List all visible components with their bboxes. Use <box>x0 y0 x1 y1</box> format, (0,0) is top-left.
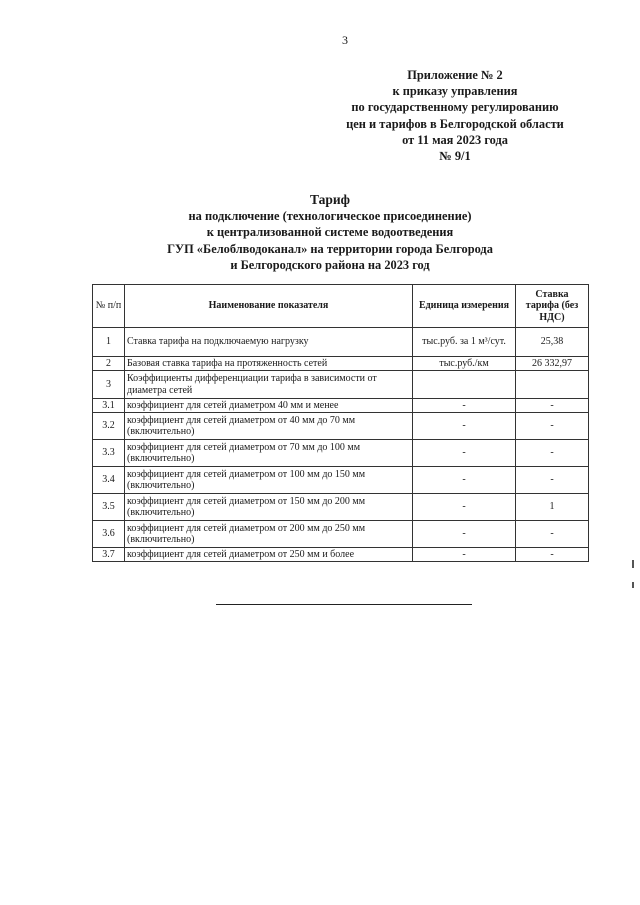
row-name: коэффициент для сетей диаметром от 70 мм до 100 мм (включительно) <box>125 440 413 467</box>
row-num: 3.5 <box>93 494 125 521</box>
row-unit: тыс.руб. за 1 м³/сут. <box>413 328 516 357</box>
table-row <box>93 440 589 467</box>
table-row <box>93 521 589 548</box>
scan-edge-mark <box>632 560 634 568</box>
table-row <box>93 548 589 562</box>
title-line: и Белгородского района на 2023 год <box>230 257 430 272</box>
row-num: 3.6 <box>93 521 125 548</box>
row-rate <box>516 371 589 399</box>
row-num: 3 <box>93 371 125 399</box>
row-rate: - <box>516 548 589 562</box>
row-num: 3.2 <box>93 413 125 440</box>
row-unit: - <box>413 399 516 413</box>
row-num: 3.3 <box>93 440 125 467</box>
row-unit: - <box>413 413 516 440</box>
page-number: 3 <box>342 33 348 47</box>
row-num: 2 <box>93 357 125 371</box>
appendix-header <box>330 67 580 164</box>
document-title <box>80 192 580 273</box>
row-num: 1 <box>93 328 125 357</box>
title-line: на подключение (технологическое присоединение) <box>188 209 472 224</box>
row-rate: 25,38 <box>516 328 589 357</box>
row-unit: - <box>413 521 516 548</box>
row-rate: - <box>516 467 589 494</box>
row-rate: - <box>516 413 589 440</box>
header-unit: Единица измерения <box>413 285 516 328</box>
row-unit <box>413 371 516 399</box>
row-rate: - <box>516 440 589 467</box>
row-name: коэффициент для сетей диаметром от 40 мм до 70 мм (включительно) <box>125 413 413 440</box>
header-num: № п/п <box>93 285 125 328</box>
table-row <box>93 494 589 521</box>
scan-edge-mark <box>632 582 634 588</box>
appendix-line: Приложение № 2 <box>407 68 503 82</box>
table-row <box>93 371 589 399</box>
row-unit: - <box>413 494 516 521</box>
row-rate: - <box>516 521 589 548</box>
row-name: коэффициент для сетей диаметром 40 мм и менее <box>125 399 413 413</box>
appendix-line: к приказу управления <box>392 84 518 99</box>
closing-rule <box>216 604 472 605</box>
table-row <box>93 413 589 440</box>
row-rate: - <box>516 399 589 413</box>
row-rate: 26 332,97 <box>516 357 589 371</box>
appendix-line: цен и тарифов в Белгородской области <box>346 116 564 131</box>
row-unit: - <box>413 467 516 494</box>
row-name: коэффициент для сетей диаметром от 200 мм до 250 мм (включительно) <box>125 521 413 548</box>
title-line: к централизованной системе водоотведения <box>206 225 454 240</box>
table-row <box>93 467 589 494</box>
table-row <box>93 328 589 357</box>
table-header-row <box>93 285 589 328</box>
appendix-line: № 9/1 <box>439 149 471 164</box>
header-name: Наименование показателя <box>125 285 413 328</box>
appendix-line: от 11 мая 2023 года <box>402 132 508 147</box>
header-rate: Ставка тарифа (без НДС) <box>516 285 589 328</box>
row-unit: - <box>413 440 516 467</box>
table-row <box>93 357 589 371</box>
row-name: коэффициент для сетей диаметром от 150 мм до 200 мм (включительно) <box>125 494 413 521</box>
row-unit: тыс.руб./км <box>413 357 516 371</box>
tariff-table <box>92 284 589 562</box>
row-name: коэффициент для сетей диаметром от 250 мм и более <box>125 548 413 562</box>
row-rate: 1 <box>516 494 589 521</box>
title-heading: Тариф <box>309 192 351 207</box>
appendix-line: по государственному регулированию <box>351 100 559 115</box>
row-name: Коэффициенты дифференциации тарифа в зависимости от диаметра сетей <box>125 371 413 399</box>
row-num: 3.1 <box>93 399 125 413</box>
row-name: коэффициент для сетей диаметром от 100 мм до 150 мм (включительно) <box>125 467 413 494</box>
row-num: 3.4 <box>93 467 125 494</box>
table-row <box>93 399 589 413</box>
row-unit: - <box>413 548 516 562</box>
row-name: Базовая ставка тарифа на протяженность сетей <box>125 357 413 371</box>
row-num: 3.7 <box>93 548 125 562</box>
title-line: ГУП «Белоблводоканал» на территории города Белгорода <box>167 241 493 256</box>
row-name: Ставка тарифа на подключаемую нагрузку <box>125 328 413 357</box>
